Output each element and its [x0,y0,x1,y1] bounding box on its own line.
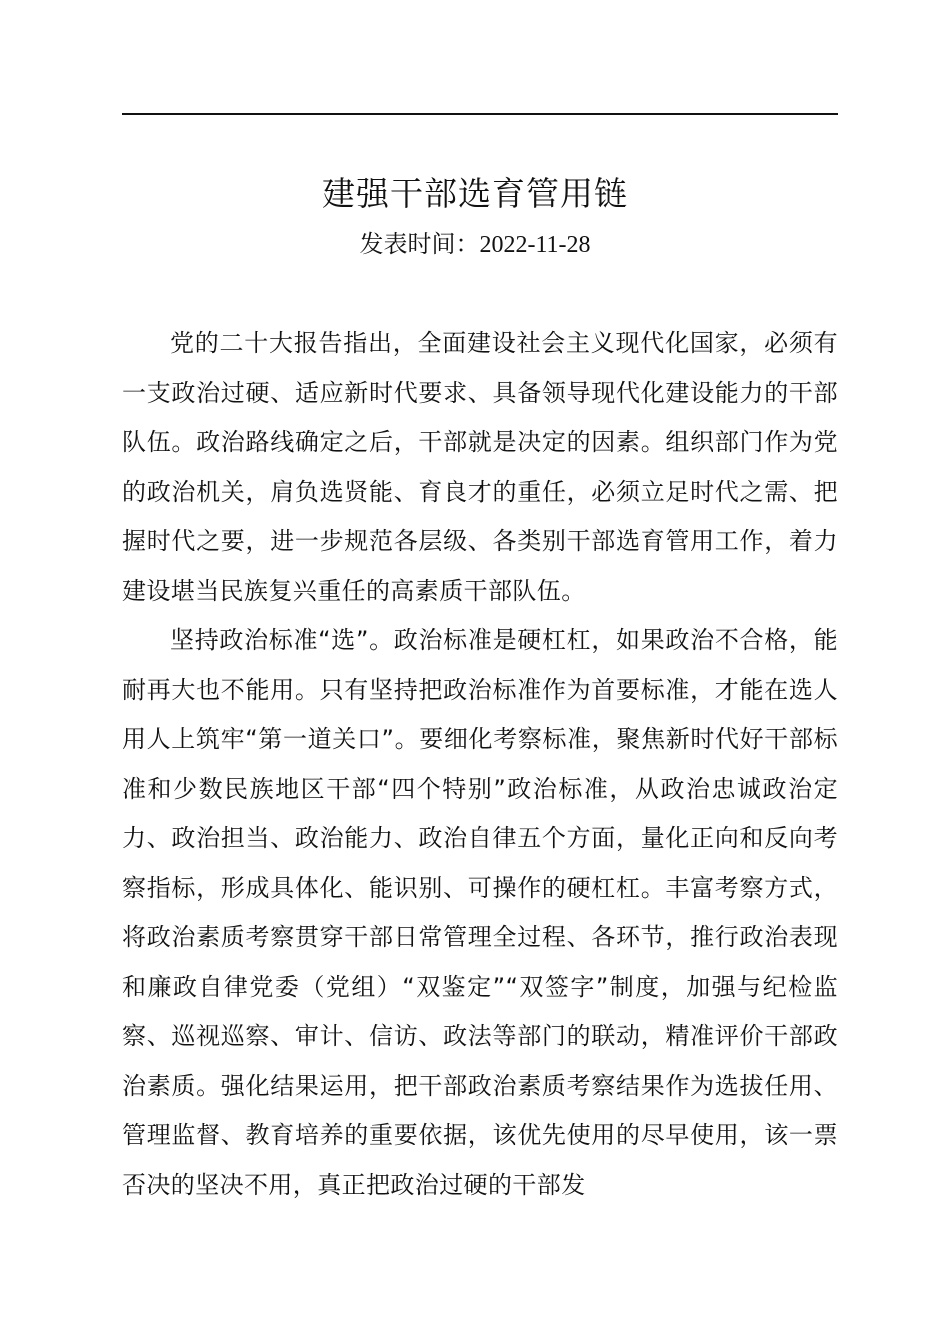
publish-date-value: 2022-11-28 [479,232,591,258]
article-body [122,319,838,1210]
publish-date-label: 发表时间： [359,230,480,258]
article-title: 建强干部选育管用链 [322,174,628,213]
header-rule [122,113,838,115]
paragraph-2: 坚持政治标准“选”。政治标准是硬杠杠，如果政治不合格，能耐再大也不能用。只有坚持把政治标准作为首要标准，才能在选人用人上筑牢“第一道关口”。要细化考察标准，聚焦新时代好干部标准和少数民族地区干部“四个特别”政治标准，从政治忠诚政治定力、政治担当、政治能力、政治自律五个方面，量化正向和反向考察指标，形成具体化、能识别、可操作的硬杠杠。丰富考察方式，将政治素质考察贯穿干部日常管理全过程、各环节，推行政治表现和廉政自律党委（党组）“双鉴定”“双签字”制度，加强与纪检监察、巡视巡察、审计、信访、政法等部门的联动，精准评价干部政治素质。强化结果运用，把干部政治素质考察结果作为选拔任用、管理监督、教育培养的重要依据，该优先使用的尽早使用，该一票否决的坚决不用，真正把政治过硬的干部发 [122,626,838,1199]
paragraph-1: 党的二十大报告指出，全面建设社会主义现代化国家，必须有一支政治过硬、适应新时代要求、具备领导现代化建设能力的干部队伍。政治路线确定之后，干部就是决定的因素。组织部门作为党的政治机关，肩负选贤能、育良才的重任，必须立足时代之需、把握时代之要，进一步规范各层级、各类别干部选育管用工作，着力建设堪当民族复兴重任的高素质干部队伍。 [122,329,838,605]
publish-date [0,226,950,263]
